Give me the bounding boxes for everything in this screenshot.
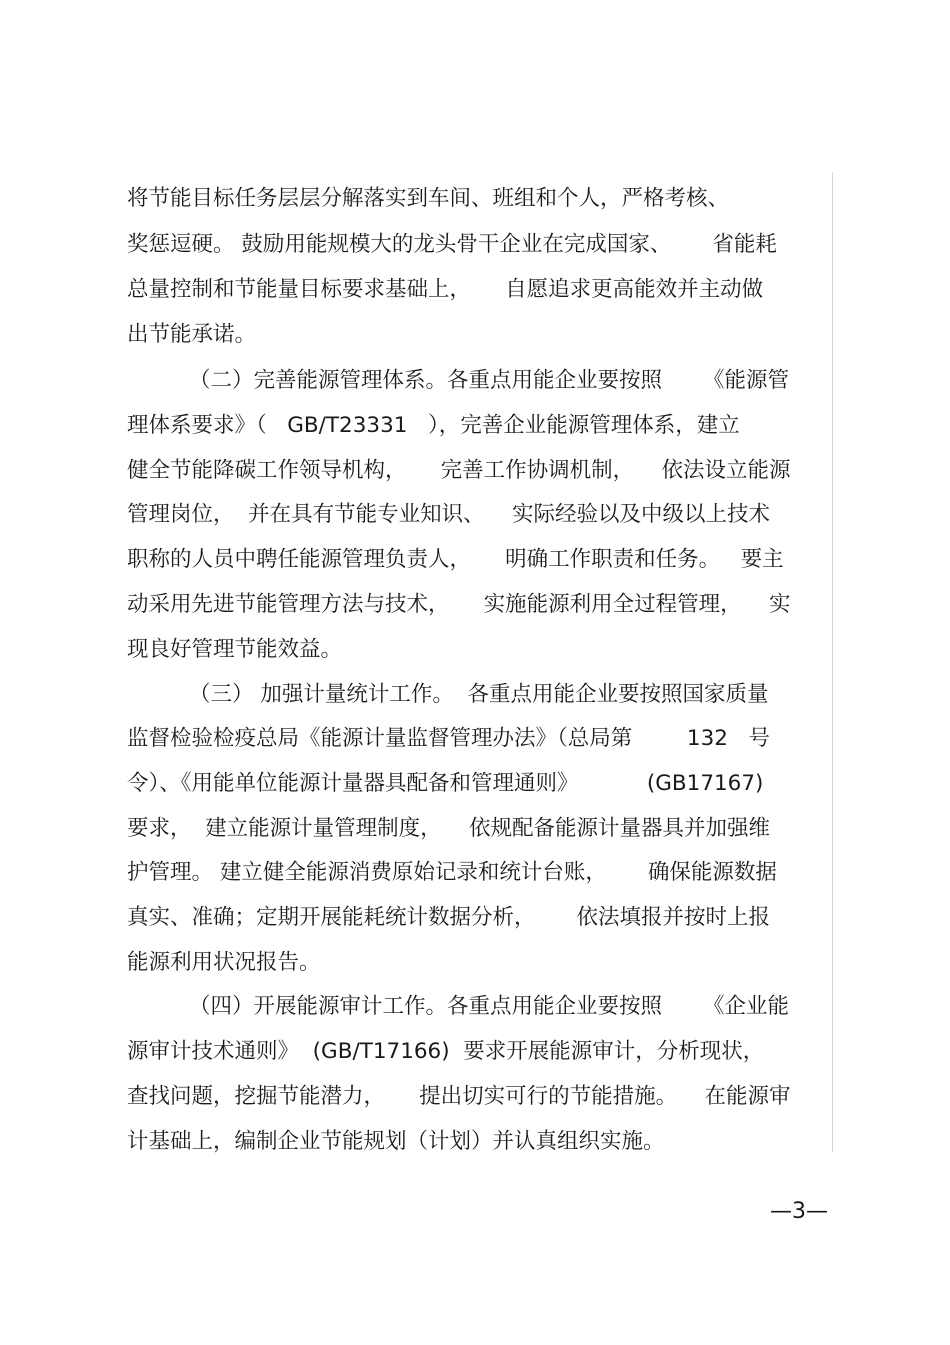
text-line-15: 要求， 建立能源计量管理制度， 依规配备能源计量器具并加强维	[127, 816, 771, 841]
text-line-3: 总量控制和节能量目标要求基础上， 自愿追求更高能效并主动做	[127, 277, 764, 302]
text-line-10: 动采用先进节能管理方法与技术， 实施能源利用全过程管理， 实	[127, 592, 791, 617]
text-line-1: 将节能目标任务层层分解落实到车间、班组和个人，严格考核、	[127, 186, 730, 211]
page-number: —3—	[770, 1199, 828, 1224]
text-line-4: 出节能承诺。	[127, 322, 257, 347]
text-line-13: 监督检验检疫总局《能源计量监督管理办法》（总局第 132 号	[127, 726, 770, 751]
text-line-22: 计基础上，编制企业节能规划（计划）并认真组织实施。	[127, 1129, 665, 1154]
text-line-11: 现良好管理节能效益。	[127, 637, 343, 662]
text-line-21: 查找问题，挖掘节能潜力， 提出切实可行的节能措施。 在能源审	[127, 1084, 791, 1109]
text-line-18: 能源利用状况报告。	[127, 950, 321, 975]
text-line-6: 理体系要求》（ GB/T23331 ），完善企业能源管理体系，建立	[127, 413, 740, 438]
paragraph-4-first-line: （四）开展能源审计工作。各重点用能企业要按照 《企业能	[189, 994, 790, 1019]
text-line-9: 职称的人员中聘任能源管理负责人， 明确工作职责和任务。 要主	[127, 547, 784, 572]
text-line-17: 真实、准确；定期开展能耗统计数据分析， 依法填报并按时上报	[127, 905, 771, 930]
paragraph-2-first-line: （二）完善能源管理体系。各重点用能企业要按照 《能源管	[189, 368, 790, 393]
text-line-20: 源审计技术通则》 (GB/T17166) 要求开展能源审计，分析现状，	[127, 1039, 765, 1064]
margin-rule	[832, 172, 833, 1152]
text-line-16: 护管理。 建立健全能源消费原始记录和统计台账， 确保能源数据	[127, 860, 777, 885]
text-line-14: 令）、《用能单位能源计量器具配备和管理通则》 (GB17167)	[127, 771, 764, 796]
text-line-7: 健全节能降碳工作领导机构， 完善工作协调机制， 依法设立能源	[127, 458, 791, 483]
text-line-2: 奖惩逗硬。 鼓励用能规模大的龙头骨干企业在完成国家、 省能耗	[127, 232, 777, 257]
paragraph-3-first-line: （三） 加强计量统计工作。 各重点用能企业要按照国家质量	[189, 682, 769, 707]
text-line-8: 管理岗位， 并在具有节能专业知识、 实际经验以及中级以上技术	[127, 502, 771, 527]
